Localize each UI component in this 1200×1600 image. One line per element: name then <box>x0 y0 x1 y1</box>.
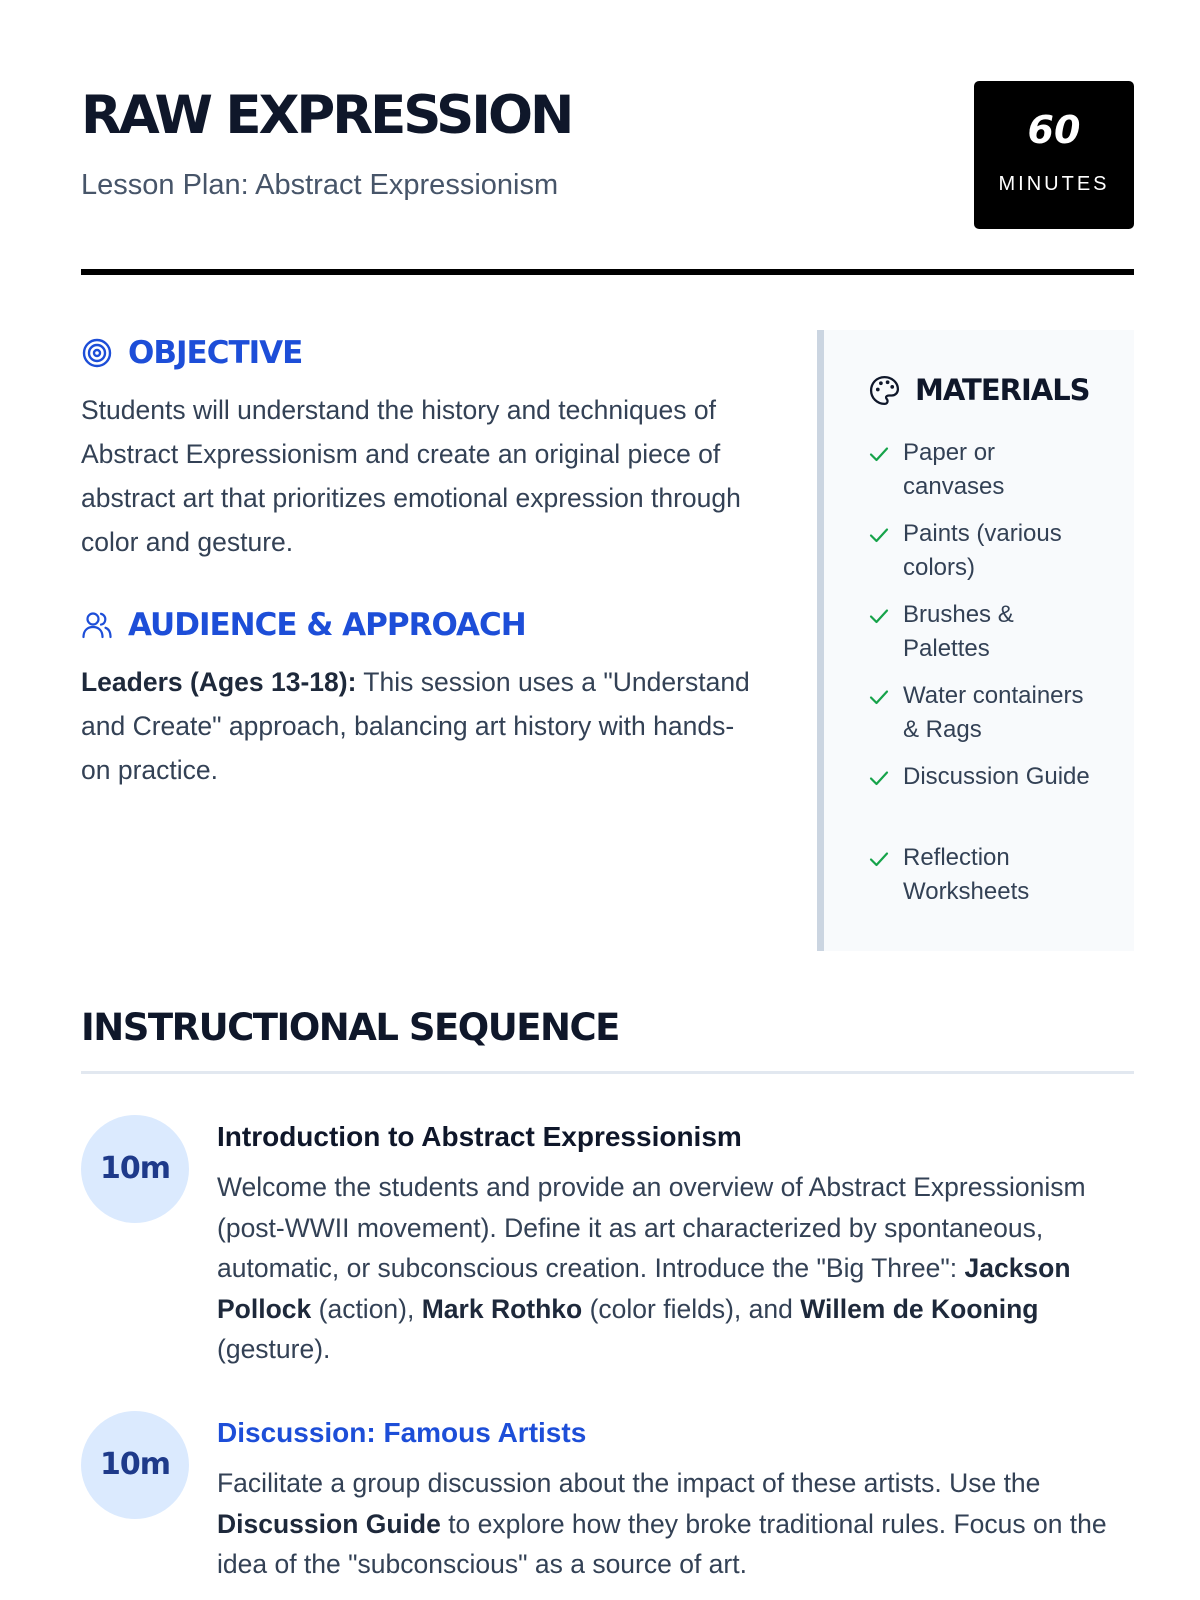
duration-unit: MINUTES <box>998 173 1110 195</box>
material-label: Discussion Guide <box>903 763 1090 790</box>
target-icon <box>81 337 113 369</box>
step-title: Introduction to Abstract Expressionism <box>217 1121 742 1152</box>
users-icon <box>81 609 113 641</box>
step-description <box>217 1463 1134 1585</box>
audience-lead: Leaders (Ages 13-18): <box>81 667 357 697</box>
palette-icon <box>868 374 901 407</box>
material-label: Reflection Worksheets <box>903 844 1030 905</box>
audience-description: This session uses a "Understand and Create" approach, balancing art history with hands-on practice. <box>81 667 750 785</box>
materials-heading <box>868 372 1090 408</box>
check-icon <box>868 848 890 870</box>
material-label: Paints (various colors) <box>903 520 1062 581</box>
description-text: (color fields), and <box>582 1293 801 1324</box>
check-icon <box>868 686 890 708</box>
check-icon <box>868 767 890 789</box>
list-item <box>868 841 1108 922</box>
emphasized-text: Jackson Pollock <box>217 1253 1071 1324</box>
audience-heading-label: AUDIENCE & APPROACH <box>128 607 526 643</box>
description-text: to explore how they broke traditional rules. Focus on the idea of the "subconscious" as a source of art. <box>217 1508 1107 1579</box>
step-duration-badge: 10m <box>81 1115 189 1223</box>
check-icon <box>868 443 890 465</box>
lesson-plan-page <box>81 0 1134 1579</box>
objective-text: Students will understand the history and techniques of Abstract Expressionism and create an original piece of abstract art that prioritizes emotional expression through color and gesture. <box>81 395 741 557</box>
sequence-divider <box>81 1071 1134 1074</box>
material-label: Brushes & Palettes <box>903 601 1014 662</box>
list-item <box>868 679 1108 760</box>
header-divider <box>81 269 1134 275</box>
list-item <box>868 760 1108 841</box>
emphasized-text: Discussion Guide <box>217 1508 441 1539</box>
objective-heading-label: OBJECTIVE <box>128 335 303 371</box>
list-item <box>868 517 1108 598</box>
step-duration-badge: 10m <box>81 1411 189 1519</box>
page-subtitle: Lesson Plan: Abstract Expressionism <box>81 169 559 201</box>
audience-heading <box>81 605 526 645</box>
sequence-heading: INSTRUCTIONAL SEQUENCE <box>81 1006 619 1049</box>
objective-heading <box>81 333 302 373</box>
step-title: Discussion: Famous Artists <box>217 1417 587 1448</box>
duration-badge <box>974 81 1134 229</box>
check-icon <box>868 605 890 627</box>
materials-list <box>868 436 1108 922</box>
description-text: (gesture). <box>217 1334 331 1364</box>
step-description <box>217 1167 1134 1370</box>
audience-text <box>81 660 761 792</box>
list-item <box>868 598 1108 679</box>
materials-panel <box>817 330 1134 951</box>
header <box>81 0 1134 272</box>
check-icon <box>868 524 890 546</box>
emphasized-text: Mark Rothko <box>421 1293 583 1324</box>
page-title: RAW EXPRESSION <box>81 85 572 146</box>
materials-heading-label: MATERIALS <box>915 373 1090 407</box>
material-label: Water containers & Rags <box>903 682 1084 743</box>
material-label: Paper or canvases <box>903 439 1005 500</box>
description-text: Facilitate a group discussion about the impact of these artists. Use the <box>217 1468 1041 1498</box>
list-item <box>868 436 1108 517</box>
description-text: Welcome the students and provide an overview of Abstract Expressionism (post-WWII movement). Define it as art characterized by spontaneous, automatic, or subconscious creation. Introduce the "Big Three": <box>217 1172 1086 1283</box>
emphasized-text: Willem de Kooning <box>800 1293 1039 1324</box>
duration-value: 60 <box>1027 108 1081 152</box>
description-text: (action), <box>311 1293 422 1324</box>
